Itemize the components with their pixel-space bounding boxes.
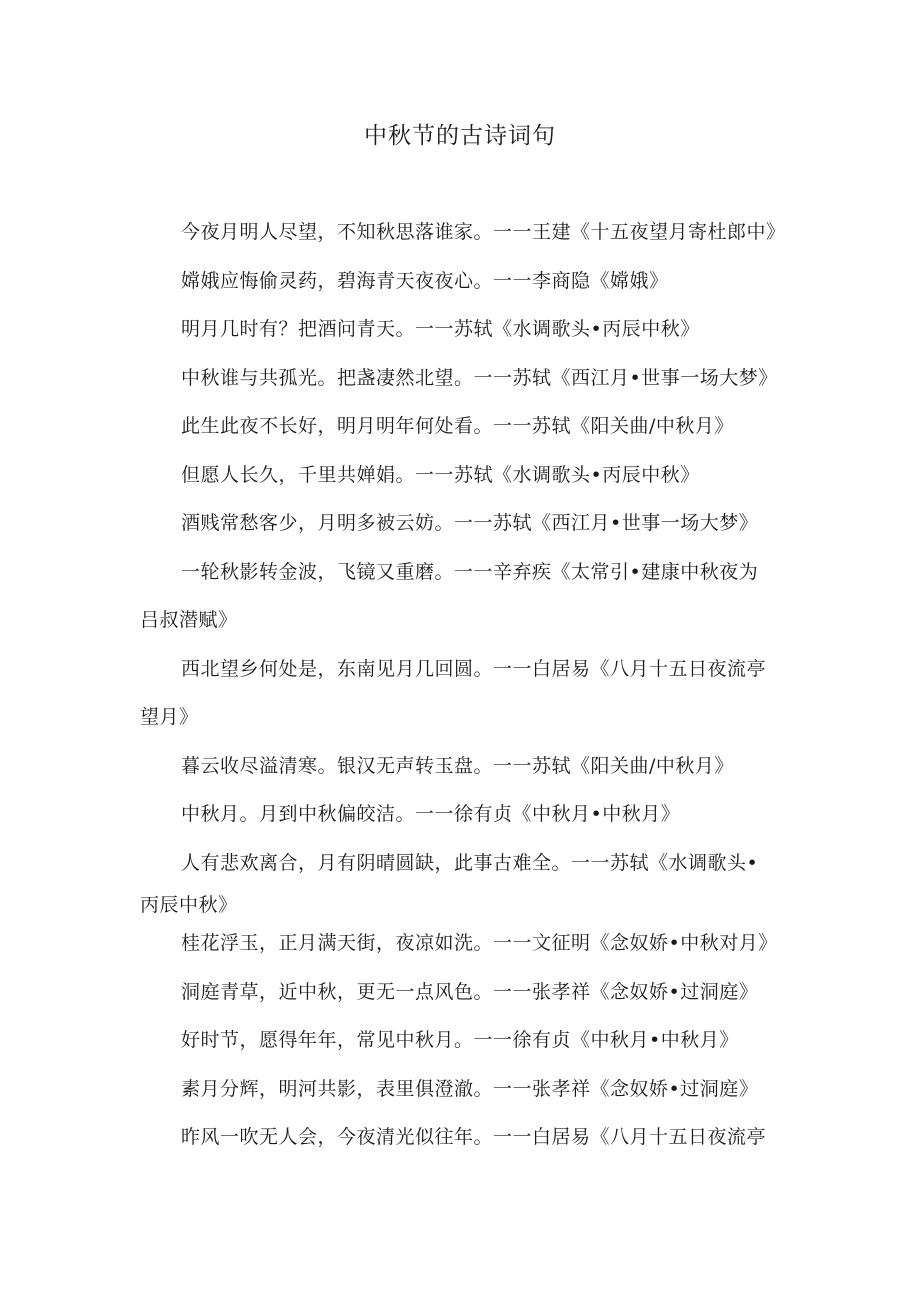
poem-line-continuation: 望月》 — [140, 706, 199, 728]
poem-line-continuation: 丙辰中秋》 — [140, 894, 238, 916]
poem-line: 明月几时有？把酒问青天。一一苏轼《水调歌头•丙辰中秋》 — [181, 318, 700, 340]
poem-line: 嫦娥应悔偷灵药，碧海青天夜夜心。一一李商隐《嫦娥》 — [181, 269, 669, 292]
poem-line: 西北望乡何处是，东南见月几回圆。一一白居易《八月十五日夜流亭 — [181, 657, 767, 680]
poem-line: 一轮秋影转金波，飞镜又重磨。一一辛弃疾《太常引•建康中秋夜为 — [181, 560, 759, 583]
poem-line: 中秋谁与共孤光。把盏凄然北望。一一苏轼《西江月•世事一场大梦》 — [181, 366, 778, 389]
poem-line: 中秋月。月到中秋偏皎洁。一一徐有贞《中秋月•中秋月》 — [181, 803, 681, 825]
poem-line-continuation: 吕叔潜赋》 — [140, 609, 238, 631]
poem-line: 素月分辉，明河共影，表里俱澄澈。一一张孝祥《念奴娇•过洞庭》 — [181, 1077, 759, 1100]
poem-line: 今夜月明人尽望，不知秋思落谁家。一一王建《十五夜望月寄杜郎中》 — [181, 221, 786, 243]
poem-line: 酒贱常愁客少，月明多被云妨。一一苏轼《西江月•世事一场大梦》 — [181, 512, 759, 534]
poem-line: 昨风一吹无人会，今夜清光似往年。一一白居易《八月十五日夜流亭 — [181, 1126, 767, 1148]
poem-list — [140, 208, 790, 1162]
poem-line: 暮云收尽溢清寒。银汉无声转玉盘。一一苏轼《阳关曲/中秋月》 — [181, 754, 734, 777]
poem-line: 人有悲欢离合，月有阴晴圆缺，此事古难全。一一苏轼《水调歌头• — [181, 851, 759, 874]
page-title: 中秋节的古诗词句 — [364, 123, 556, 149]
poem-line: 桂花浮玉，正月满天街，夜凉如洗。一一文征明《念奴娇•中秋对月》 — [181, 932, 778, 954]
poem-line: 洞庭青草，近中秋，更无一点风色。一一张孝祥《念奴娇•过洞庭》 — [181, 980, 759, 1003]
poem-line: 但愿人长久，千里共婵娟。一一苏轼《水调歌头•丙辰中秋》 — [181, 463, 700, 486]
poem-line: 好时节，愿得年年，常见中秋月。一一徐有贞《中秋月•中秋月》 — [181, 1029, 739, 1051]
poem-line: 此生此夜不长好，明月明年何处看。一一苏轼《阳关曲/中秋月》 — [181, 415, 734, 437]
